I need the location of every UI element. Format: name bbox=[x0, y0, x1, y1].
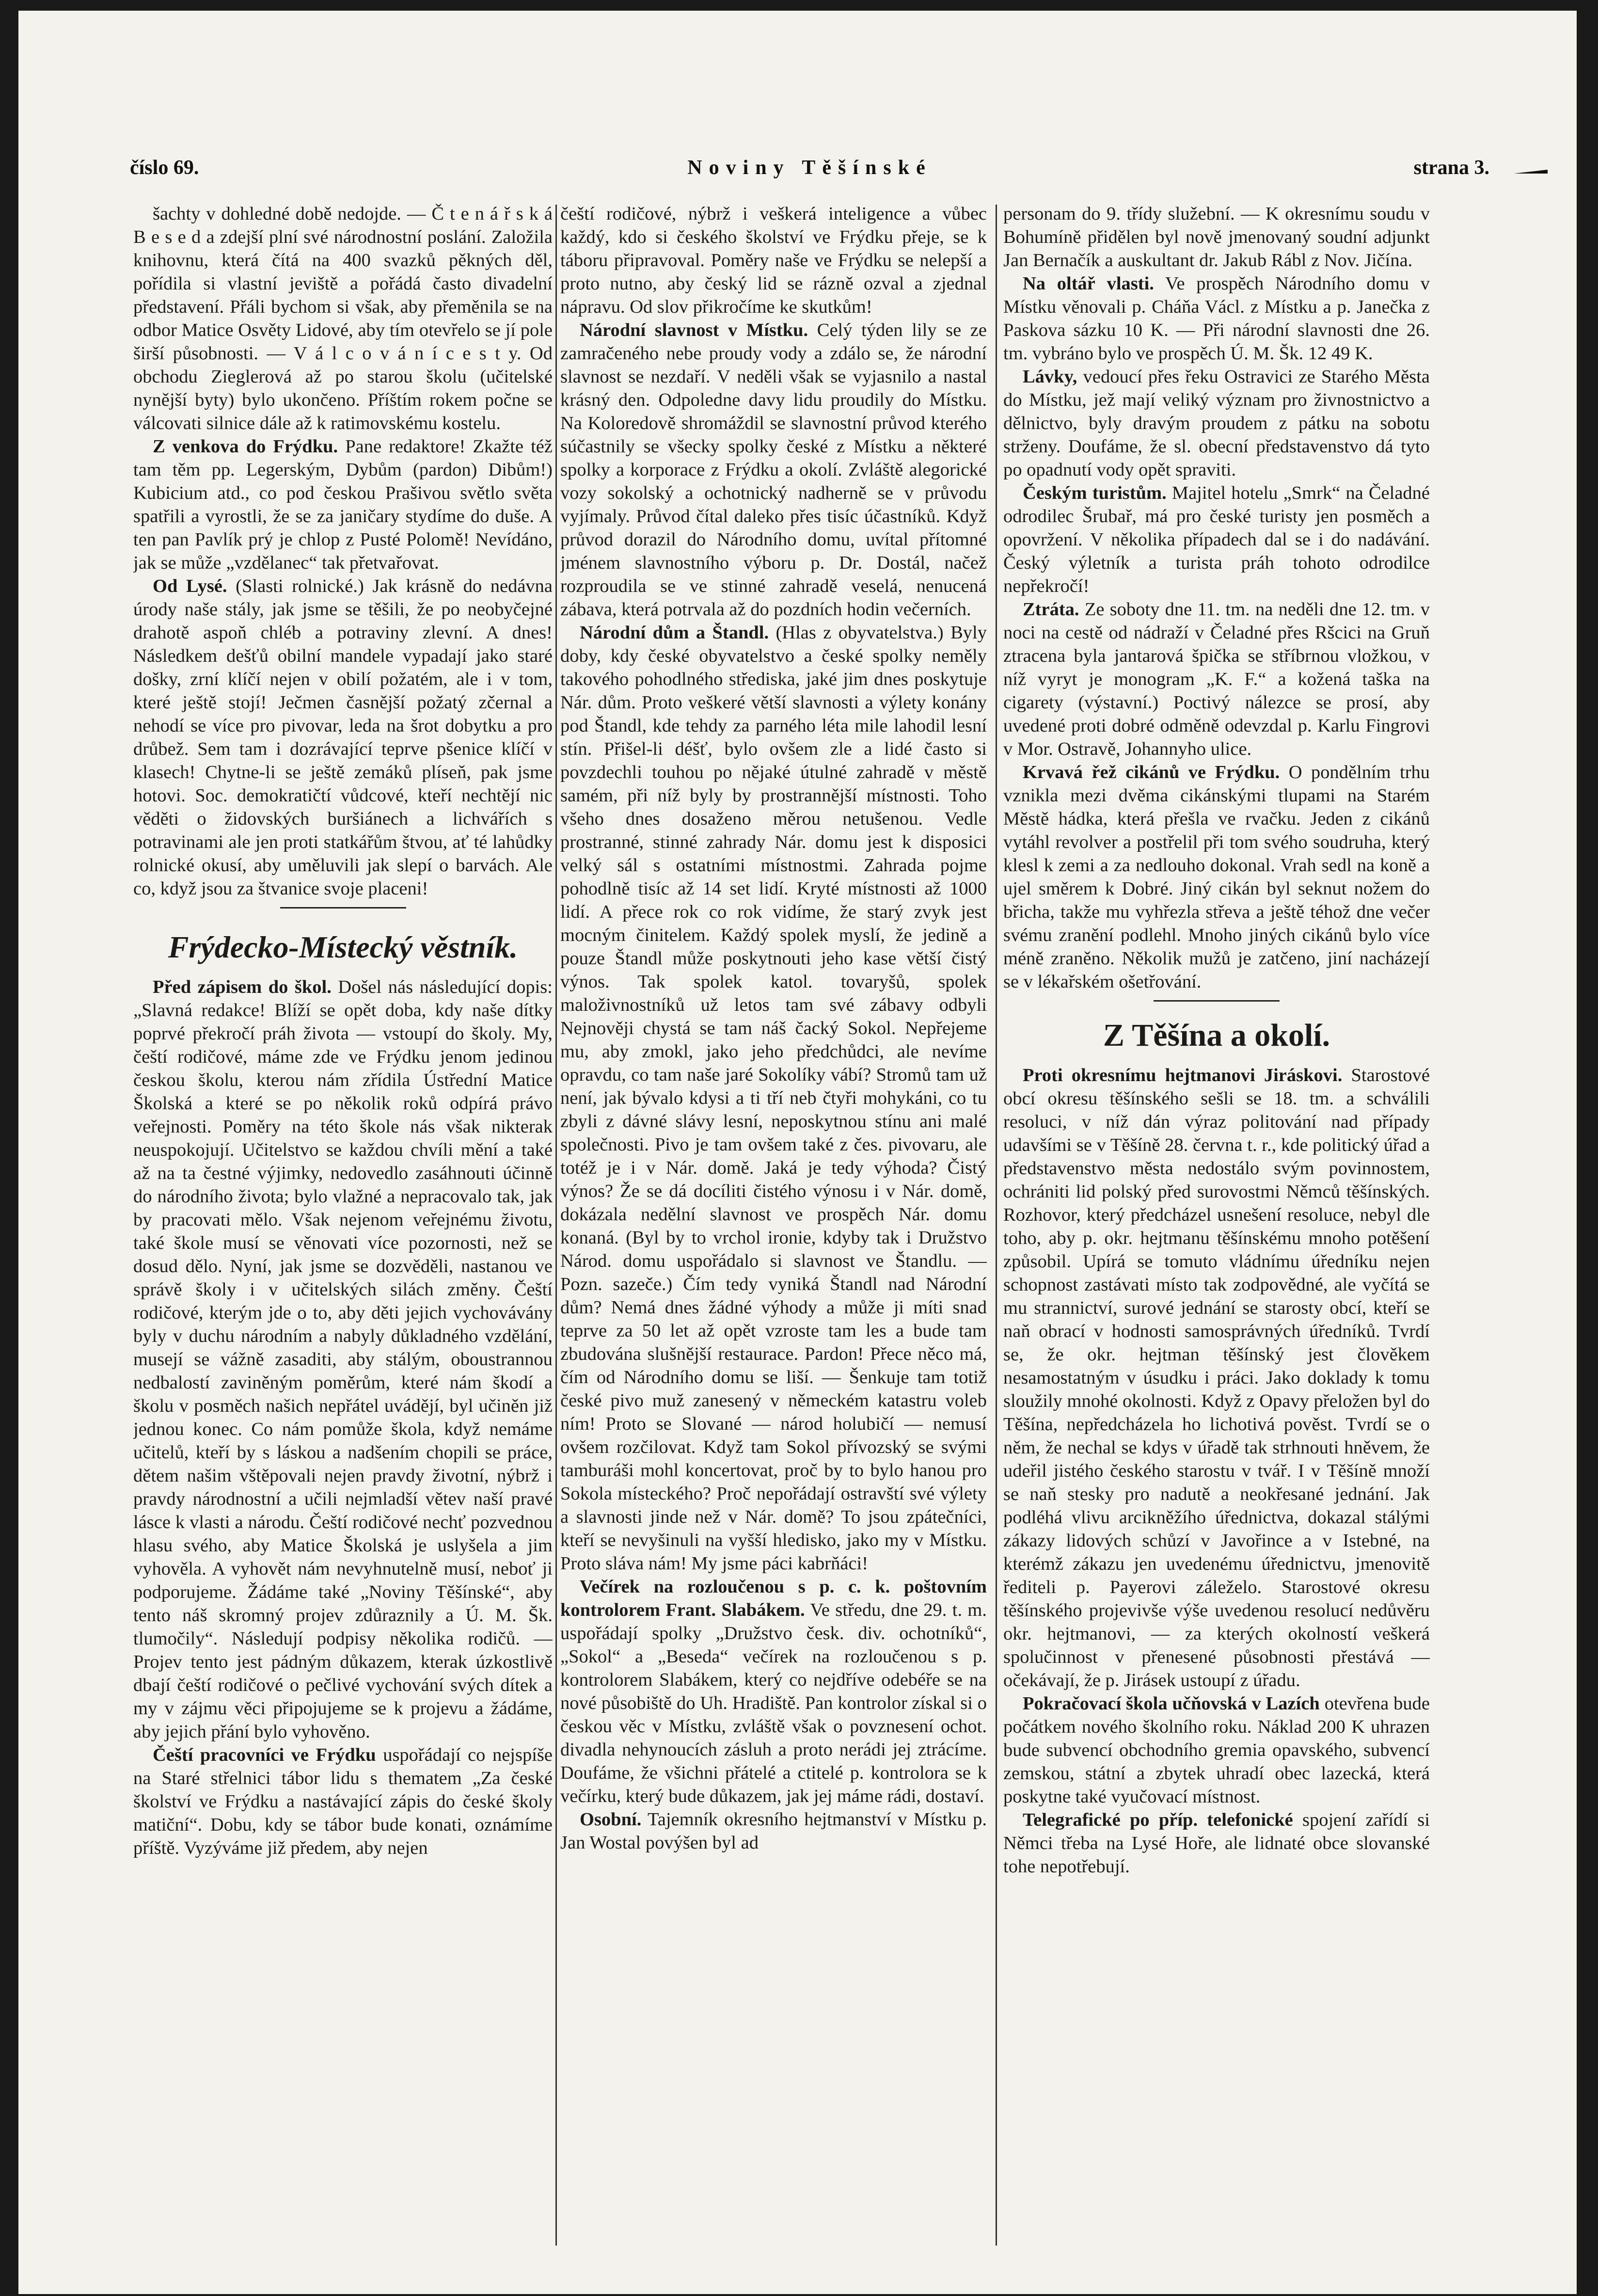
article-paragraph: Krvavá řež cikánů ve Frýdku. O pondělním trhu vznikla mezi dvěma cikánskými tlupami na Starém Městě hádka, která přešla ve rvačku. Jeden z cikánů vytáhl revolver a postřelil při tom svého soudruha, který klesl k zemi a za nedlouho dokonal. Vrah sedl na koně a ujel směrem k Dobré. Jiný cikán byl seknut nožem do břicha, takže mu vyhřezla střeva a ještě téhož dne večer svému zranění podlehl. Mnoho jiných cikánů bylo více méně zraněno. Několik mužů je zatčeno, jiní nacházejí se v lékařském ošetřování. bbox=[1003, 762, 1430, 992]
page-header bbox=[130, 156, 1489, 185]
article-paragraph: Proti okresnímu hejtmanovi Jiráskovi. Starostové obcí okresu těšínského sešli se 18. tm. a schválili resoluci, v níž dán výraz politování nad případy udavšími se v Těšíně 28. června t. r., kde politický úřad a představenstvo města nedostálo svým povinnostem, ochrániti lid polský před surovostmi Němců těšínských. Rozhovor, který předcházel usnešení resoluce, nebyl dle toho, aby p. okr. hejtmanu těšínskému mnoho potěšení způsobil. Upírá se tomuto vládnímu úředníku nejen schopnost zastávati místo tak zodpovědné, ale vyčítá se mu strannictví, surové jednání se starosty obcí, kteří se naň obrací v hodnosti samosprávných úředníků. Tvrdí se, že okr. hejtman těšínský jest člověkem nesamostatným v úsudku i práci. Jako doklady k tomu sloužily mnohé okolnosti. Když z Opavy přeložen byl do Těšína, nepředcházela ho lichotivá pověst. Tvrdí se o něm, že nechal se kdys v úřadě tak strhnouti hněvem, že udeřil jistého českého starostu v tvář. I v Těšíně množí se naň stesky pro nadutě a neokřesané jednání. Jak podléhá vlivu arcikněžího úřednictva, dokazal stálými zákazy lidových schůzí v Javořince a v Istebné, na kterémž zákazu jen uvedenému úřednictvu, jmenovitě řediteli p. Payerovi záleželo. Starostové okresu těšínského projevivše výše uvedenou resolucí nedůvěru okr. hejtmanovi, — za kterých okolností veškerá spolučinnost v přenesené působnosti přestává — očekávají, že p. Jirásek ustoupí z úřadu. bbox=[1003, 1065, 1430, 1690]
newspaper-page bbox=[18, 11, 1577, 2294]
column-2 bbox=[560, 202, 987, 2265]
corner-flourish-icon bbox=[1514, 167, 1548, 176]
article-paragraph: Pokračovací škola učňovská v Lazích otevřena bude počátkem nového školního roku. Náklad 200 K uhrazen bude subvencí obchodního gremia opavského, subvencí zemskou, státní a zbytek uhradí obec lazecká, která poskytne také vyučovací místnost. bbox=[1003, 1693, 1430, 1807]
article-paragraph: Na oltář vlasti. Ve prospěch Národního domu v Místku věnovali p. Cháňa Václ. z Místku a p. Janečka z Paskova sázku 10 K. — Při národní slavnosti dne 26. tm. vybráno bylo ve prospěch Ú. M. Šk. 12 49 K. bbox=[1003, 273, 1430, 364]
column-3 bbox=[1003, 202, 1430, 2265]
article-paragraph: Ztráta. Ze soboty dne 11. tm. na neděli dne 12. tm. v noci na cestě od nádraží v Čeladné přes Ršcici na Gruň ztracena byla jantarová špička se stříbrnou vložkou, v níž vyryt je monogram „K. F.“ a kožená taška na cigarety (výstavní.) Poctivý nálezce se prosí, aby uvedené proti dobré odměně odevzdal p. Karlu Fingrovi v Mor. Ostravě, Johannyho ulice. bbox=[1003, 599, 1430, 759]
article-paragraph: Lávky, vedoucí přes řeku Ostravici ze Starého Města do Místku, jež mají veliký význam pro živnostnictvo a dělnictvo, byly dravým proudem z pátku na sobotu strženy. Doufáme, že sl. obecní představenstvo dá tyto po opadnutí vody opět spraviti. bbox=[1003, 367, 1430, 480]
article-paragraph: Národní dům a Štandl. (Hlas z obyvatelstva.) Byly doby, kdy české obyvatelstvo a české spolky neměly takového pohodlného střediska, jaké jim dnes poskytuje Nár. dům. Proto veškeré větší slavnosti a výlety konány pod Štandl, kde tehdy za parného léta mile lahodil lesní stín. Přišel-li déšť, bylo ovšem zle a lidé často si povzdechli touhou po nějaké útulné zahradě v městě samém, při níž byly by prostrannější místnosti. Toho všeho dnes dosaženo měrou netušenou. Vedle prostranné, stinné zahrady Nár. domu jest k disposici velký sál s ostatními místnostmi. Zahrada pojme pohodlně tisíc až 14 set lidí. Kryté místnosti až 1000 lidí. A přece rok co rok vidíme, že starý zvyk jest mocným činitelem. Každý spolek myslí, že jedině a pouze Štandl může poskytnouti jeho kase větší čistý výnos. Tak spolek katol. tovaryšů, spolek maloživnostníků už letos tam své zábavy odbyli Nejnověji chystá se tam náš čacký Sokol. Nepřejeme mu, aby zmokl, jako jeho předchůdci, ale nevíme opravdu, co tam naše jaré Sokolíky vábí? Stromů tam už není, jak bývalo kdysi a ti tří neb čtyři mohykáni, co tu zbyli z dávné slávy lesní, neposkytnou stínu ani malé společnosti. Pivo je tam ovšem také z čes. pivovaru, ale totéž je i v Nár. domě. Jaká je tedy výhoda? Čistý výnos? Že se dá docíliti čistého výnosu i v Nár. domě, dokázala nedělní slavnost ve prospěch Nár. domu konaná. (Byl by to vrchol ironie, kdyby tak i Družstvo Národ. domu uspořádalo si slavnost ve Štandlu. — Pozn. sazeče.) Čím tedy vyniká Štandl nad Národní dům? Nemá dnes žádné výhody a může ji míti snad teprve za 50 let až opět vzroste tam les a bude tam zbudována slušnější restaurace. Pardon! Přece něco má, čím od Národního domu se liší. — Šenkuje tam totiž české pivo muž zanesený v německém katastru voleb ním! Proto se Slované — národ holubičí — nemusí ovšem rozčilovat. Když tam Sokol přívozský se svými tamburáši mohl koncertovat, proč by to bylo hanou pro Sokola místeckého? Proč nepořádají ostravští své výlety a slavnosti jinde než v Nár. domě? To jsou zpátečníci, kteří se nevyšinuli na vyšší hledisko, jako my v Místku. Proto sláva nám! My jsme páci kabrňáci! bbox=[560, 622, 987, 1574]
article-paragraph: šachty v dohledné době nedojde. — Č t e n á ř s k á B e s e d a zdejší plní své národnostní poslání. Založila knihovnu, která čítá na 400 svazků pěkných děl, pořídila si vlastní jeviště a pořádá často divadelní představení. Přáli bychom si však, aby přeměnila se na odbor Matice Osvěty Lidové, aby tím otevřelo se jí pole širší působnosti. — V á l c o v á n í c e s t y. Od obchodu Zieglerová až po starou školu (učitelské nynější byty) bylo ukončeno. Příštím rokem počne se válcovati silnice dále až k ratimovskému kostelu. bbox=[133, 204, 553, 433]
article-paragraph: personam do 9. třídy služební. — K okresnímu soudu v Bohumíně přidělen byl nově jmenovaný soudní adjunkt Jan Bernačík a auskultant dr. Jakub Rábl z Nov. Jičína. bbox=[1003, 204, 1430, 271]
article-paragraph: Před zápisem do škol. Došel nás následující dopis: „Slavná redakce! Blíží se opět doba, kdy naše dítky poprvé překročí práh života — vstoupí do školy. My, čeští rodičové, máme zde ve Frýdku jenom jedinou českou školu, kterou nám zřídila Ústřední Matice Školská a které se po několik roků odpírá právo veřejnosti. Poměry na této škole nás však nikterak neuspokojují. Učitelstvo se každou chvíli mění a také až na ta čestné výjimky, nedovedlo zasáhnouti účinně do národního života; bylo vlažné a nepracovalo tak, jak by pracovati mělo. Však nejenom veřejnému životu, také škole musí se věnovati více pozornosti, než se dosud dělo. Nyní, jak jsme se dozvěděli, nastanou ve správě školy i v učitelských silách změny. Čeští rodičové, kterým jde o to, aby děti jejich vychovávány byly v duchu národním a nabyly důkladného vzdělání, musejí se vážně zasaditi, aby stálým, oboustrannou nedbalostí zaviněným poměrům, které nám škodí a školu v posměch našich nepřátel uvádějí, byl učiněn již jednou konec. Co nám pomůže škola, když nemáme učitelů, kteří by s láskou a nadšením chopili se práce, dětem našim vštěpovali nejen pravdy životní, nýbrž i pravdy národnostní a učili nejmladší větev naší pravé lásce k vlasti a národu. Čeští rodičové nechť pozvednou hlasu svého, aby Matice Školská je uslyšela a jim vyhověla. A vyhovět nám nevyhnutelně musí, neboť ji podporujeme. Žádáme také „Noviny Těšínské“, aby tento náš skromný projev zdůraznily a Ú. M. Šk. tlumočily“. Následují podpisy několika rodičů. — Projev tento jest pádným důkazem, kterak úzkostlivě dbají čeští rodičové o pečlivé vychování svých dítek a my v zájmu věci připojujeme se k projevu a žádáme, aby jejich přání bylo vyhověno. bbox=[133, 977, 553, 1742]
column-1 bbox=[133, 202, 553, 2265]
article-paragraph: Telegrafické po příp. telefonické spojení zařídí si Němci třeba na Lysé Hoře, ale lidnaté obce slovanské tohe nepotřebují. bbox=[1003, 1810, 1430, 1877]
article-paragraph: Českým turistům. Majitel hotelu „Smrk“ na Čeladné odrodilec Šrubař, má pro české turisty jen posměch a opovržení. V několika případech dal se i do nadávání. Český výletník a turista práh tohoto odrodilce nepřekročí! bbox=[1003, 483, 1430, 596]
article-paragraph: čeští rodičové, nýbrž i veškerá inteligence a vůbec každý, kdo si českého školství ve Frýdku přeje, se k táboru připravoval. Poměry naše ve Frýdku se nelepší a proto nutno, aby český lid se rázně ozval a zjednal nápravu. Od slov přikročíme ke skutkům! bbox=[560, 204, 987, 317]
divider bbox=[1154, 1000, 1280, 1002]
page-number: strana 3. bbox=[1413, 157, 1489, 179]
issue-number: číslo 69. bbox=[130, 157, 199, 179]
article-paragraph: Národní slavnost v Místku. Celý týden lily se ze zamračeného nebe proudy vody a zdálo se, že národní slavnost se nezdaří. V neděli však se vyjasnilo a nastal krásný den. Odpoledne davy lidu proudily do Místku. Na Koloredově shromáždil se slavnostní průvod kterého súčastnily se všecky spolky české z Místku a některé spolky a korporace z Frýdku a okolí. Zvláště alegorické vozy sokolský a ochotnický nadherně se v průvodu vyjímaly. Průvod čítal daleko přes tisíc účastníků. Když průvod dorazil do Národního domu, uvítal přítomné jménem slavnostního výboru p. Dr. Dostál, načež rozproudila se ve stinné zahradě veselá, nenucená zábava, která potrvala až do pozdních hodin večerních. bbox=[560, 320, 987, 620]
article-paragraph: Z venkova do Frýdku. Pane redaktore! Zkažte též tam těm pp. Legerským, Dybům (pardon) Dibům!) Kubicium atd., co pod českou Prašivou světlo světa spatřili a vyrostli, že se za janičary stydíme do duše. A ten pan Pavlík prý je chlop z Pusté Polomě! Nevídáno, jak se může „vzdělanec“ tak přetvařovat. bbox=[133, 436, 553, 573]
article-paragraph: Večírek na rozloučenou s p. c. k. poštovním kontrolorem Frant. Slabákem. Ve středu, dne 29. t. m. uspořádají spolky „Družstvo česk. div. ochotníků“, „Sokol“ a „Beseda“ večírek na rozloučenou s p. kontrolorem Slabákem, který co nejdříve odebéře se na nové působiště do Uh. Hradiště. Pan kontrolor získal si o českou věc v Místku, zvláště však o povznesení ochot. divadla nehynoucích zásluh a proto nerádi jej ztrácíme. Doufáme, že všichni přátelé a ctitelé p. kontrolora se k večírku, který bude důkazem, jak jej máme rádi, dostaví. bbox=[560, 1577, 987, 1806]
column-rule bbox=[555, 205, 557, 2246]
section-heading: Z Těšína a okolí. bbox=[1103, 1018, 1330, 1053]
article-paragraph: Od Lysé. (Slasti rolnické.) Jak krásně do nedávna úrody naše stály, jak jsme se těšili, že po neobyčejné drahotě aspoň chléb a potraviny zlevní. A dnes! Následkem dešťů obilní mandele vypadají jako staré došky, zrní klíčí nejen v obilí požatém, ale i v tom, které ještě stojí! Ječmen časnější požatý zčernal a nehodí se více pro pivovar, leda na šrot dobytku a pro drůbež. Sem tam i dozrávající teprve pšenice klíčí v klasech! Chytne-li se ještě zemáků plíseň, pak jsme hotovi. Soc. demokratičtí vůdcové, kteří nechtějí nic věděti o židovských buršiánech a lichvářích s potravinami ale jen proti statkářům štvou, ať té lahůdky rolnické okusí, aby uměluvili jak slepí o barvách. Ale co, když jsou za štvanice svoje placeni! bbox=[133, 576, 553, 899]
divider bbox=[280, 907, 406, 909]
section-heading: Frýdecko-Místecký věstník. bbox=[168, 930, 518, 964]
newspaper-title: Noviny Těšínské bbox=[687, 157, 932, 179]
article-paragraph: Čeští pracovníci ve Frýdku uspořádají co nejspíše na Staré střelnici tábor lidu s thematem „Za české školství ve Frýdku a nastávající zápis do české školy matiční“. Dobu, kdy se tábor bude konati, oznámíme příště. Vyzýváme již předem, aby nejen bbox=[133, 1745, 553, 1858]
column-rule bbox=[996, 205, 997, 2246]
article-paragraph: Osobní. Tajemník okresního hejtmanství v Místku p. Jan Wostal povýšen byl ad bbox=[560, 1809, 987, 1853]
